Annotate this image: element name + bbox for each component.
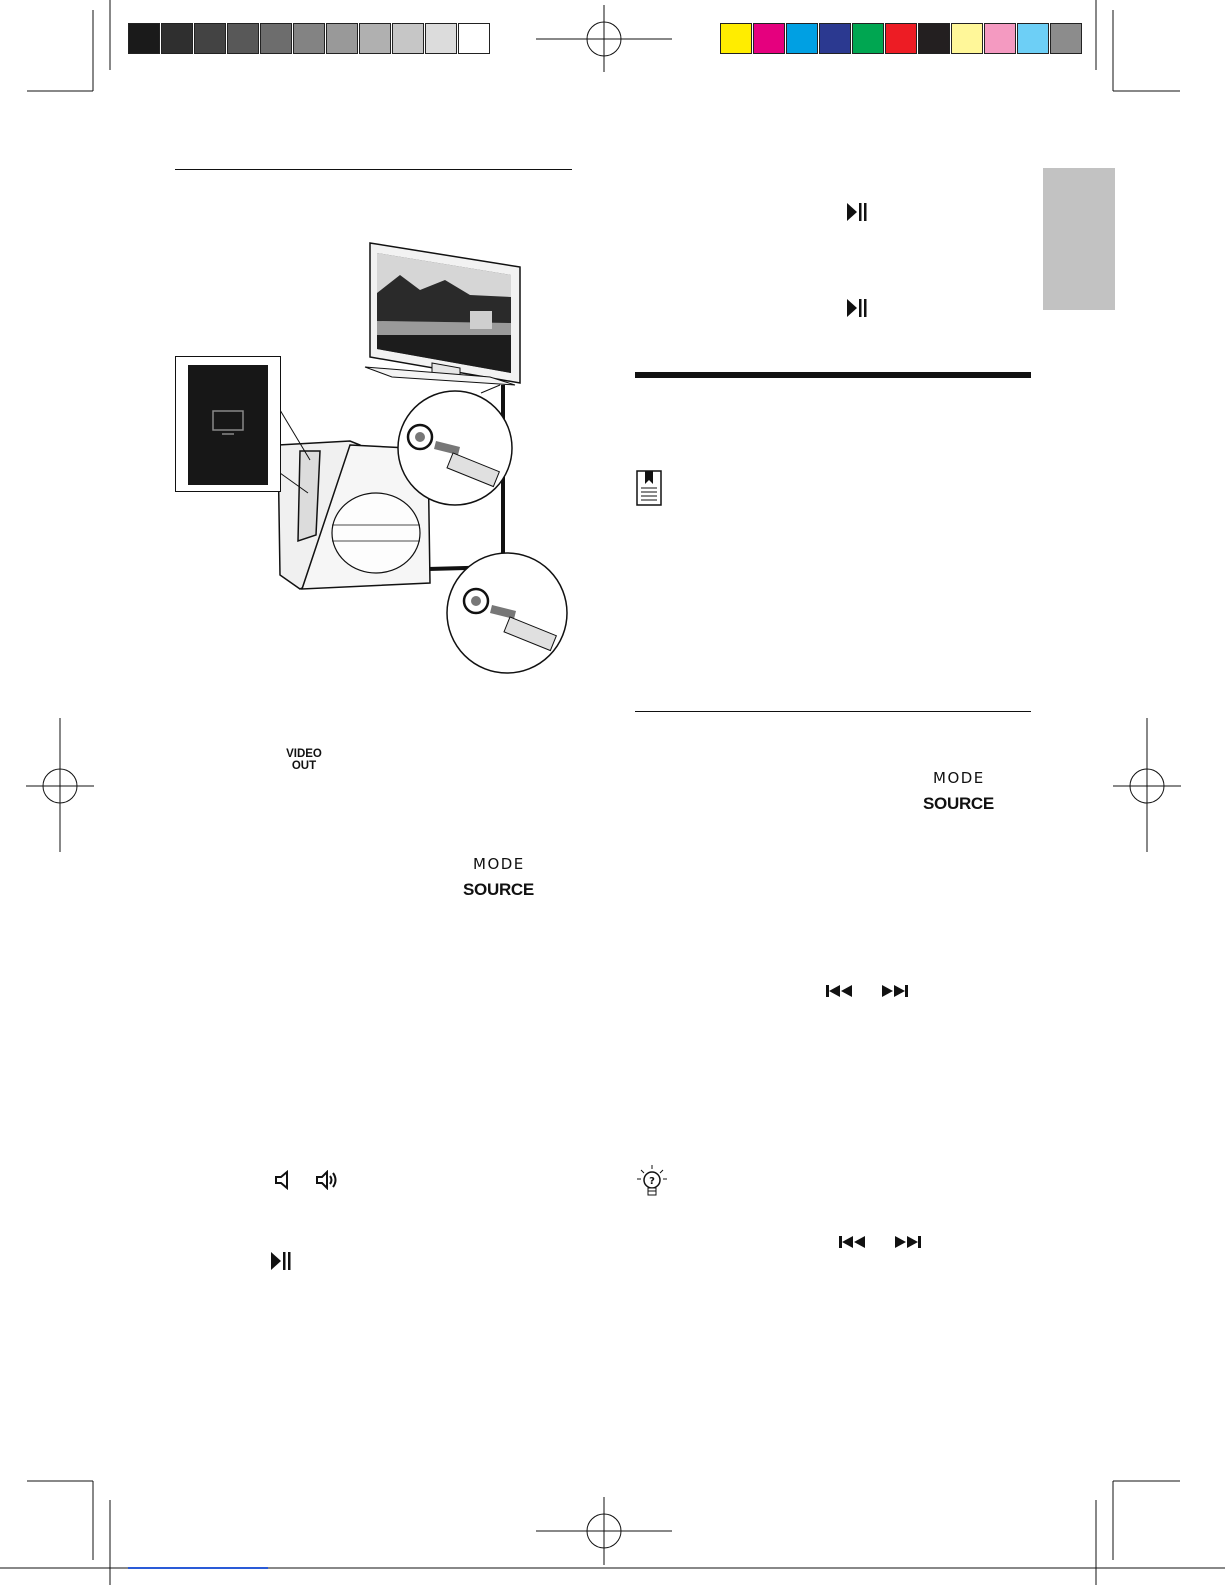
- volume-down-icon: [273, 1170, 295, 1190]
- gray-swatch: [161, 23, 193, 54]
- mode-label-right: MODE: [933, 769, 985, 787]
- source-label-right: SOURCE: [923, 794, 994, 813]
- play-pause-icon: [270, 1251, 292, 1271]
- right-section-rule: [635, 711, 1031, 712]
- video-out-line2: OUT: [291, 760, 317, 772]
- mode-label-left: MODE: [473, 855, 525, 873]
- gray-swatch: [458, 23, 490, 54]
- next-track-icon: [894, 1235, 922, 1249]
- tip-icon: [637, 1165, 667, 1197]
- video-out-label: [280, 748, 328, 772]
- right-section-heavy-rule: [635, 372, 1031, 378]
- device-screen-inset: [175, 356, 281, 492]
- video-jack-zoom-upper: [398, 391, 512, 505]
- volume-up-icon: [315, 1170, 341, 1190]
- color-swatch: [918, 23, 950, 54]
- next-track-icon: [881, 984, 909, 998]
- color-swatch: [984, 23, 1016, 54]
- color-swatch: [885, 23, 917, 54]
- language-tab: [1043, 168, 1115, 310]
- previous-track-icon: [838, 1235, 866, 1249]
- color-swatch: [1017, 23, 1049, 54]
- gray-swatch: [227, 23, 259, 54]
- gray-swatch: [326, 23, 358, 54]
- gray-swatch: [260, 23, 292, 54]
- gray-swatch: [128, 23, 160, 54]
- gray-swatch: [392, 23, 424, 54]
- inset-screen: [188, 365, 268, 485]
- svg-text:?: ?: [649, 1176, 655, 1187]
- tv-icon: [211, 409, 245, 437]
- note-icon: [636, 470, 662, 506]
- gray-swatch: [194, 23, 226, 54]
- color-swatch: [852, 23, 884, 54]
- gray-swatch: [359, 23, 391, 54]
- color-swatch: [819, 23, 851, 54]
- video-out-line1: VIDEO: [286, 748, 322, 760]
- play-pause-icon: [846, 298, 868, 318]
- gray-swatch: [425, 23, 457, 54]
- left-section-rule: [175, 169, 572, 170]
- video-jack-zoom-lower: [447, 553, 567, 673]
- gray-swatch: [293, 23, 325, 54]
- source-label-left: SOURCE: [463, 880, 534, 899]
- previous-track-icon: [825, 984, 853, 998]
- tv-illustration: [365, 243, 520, 385]
- color-swatch: [786, 23, 818, 54]
- color-swatch: [951, 23, 983, 54]
- color-swatch: [1050, 23, 1082, 54]
- play-pause-icon: [846, 202, 868, 222]
- color-swatch: [720, 23, 752, 54]
- color-swatch: [753, 23, 785, 54]
